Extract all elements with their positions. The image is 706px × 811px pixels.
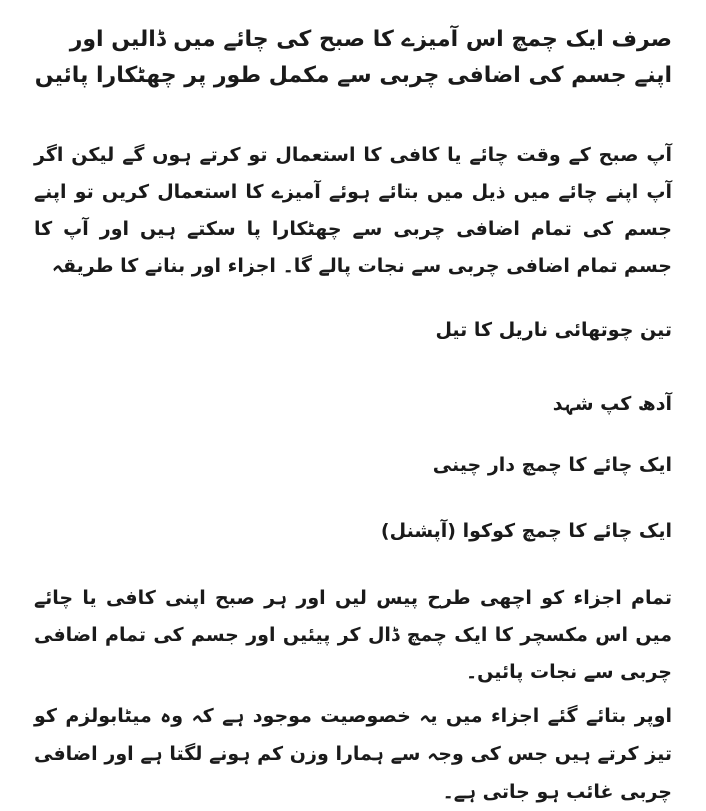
ingredients-heading: اجزاء اور بنانے کا طریقہ xyxy=(51,255,276,277)
ingredient-item: ایک چائے کا چمچ دار چینی xyxy=(432,454,672,476)
ingredient-item: آدھ کپ شہد xyxy=(552,393,672,415)
benefit-paragraph: اوپر بتائے گئے اجزاء میں یہ خصوصیت موجود ہے کہ وہ میٹابولزم کو تیز کرتے ہیں جس کی وجہ سے ہمارا وزن کم ہونے لگتا ہے اور اضافی چربی غائب ہو جاتی ہے۔ xyxy=(34,705,672,803)
intro-text: آپ صبح کے وقت چائے یا کافی کا استعمال تو کرتے ہوں گے لیکن اگر آپ اپنے چائے میں ذیل میں بتائے ہوئے آمیزے کا استعمال کریں تو اپنے جسم کی تمام اضافی چربی سے چھٹکارا پا سکتے ہیں اور آپ کا جسم تمام اضافی چربی سے نجات پالے گا۔ xyxy=(34,144,672,277)
ingredient-item: تین چوتھائی ناریل کا تیل xyxy=(435,319,672,341)
article-title: صرف ایک چمچ اس آمیزے کا صبح کی چائے میں ڈالیں اور اپنے جسم کی اضافی چربی سے مکمل طور پر چھٹکارا پائیں xyxy=(34,27,672,88)
intro-paragraph xyxy=(34,137,672,285)
method-paragraph: تمام اجزاء کو اچھی طرح پیس لیں اور ہر صبح اپنی کافی یا چائے میں اس مکسچر کا ایک چمچ ڈال کر پیئیں اور جسم کی تمام اضافی چربی سے نجات پائیں۔ xyxy=(34,587,672,683)
ingredient-item: ایک چائے کا چمچ کوکوا (آپشنل) xyxy=(380,520,672,542)
